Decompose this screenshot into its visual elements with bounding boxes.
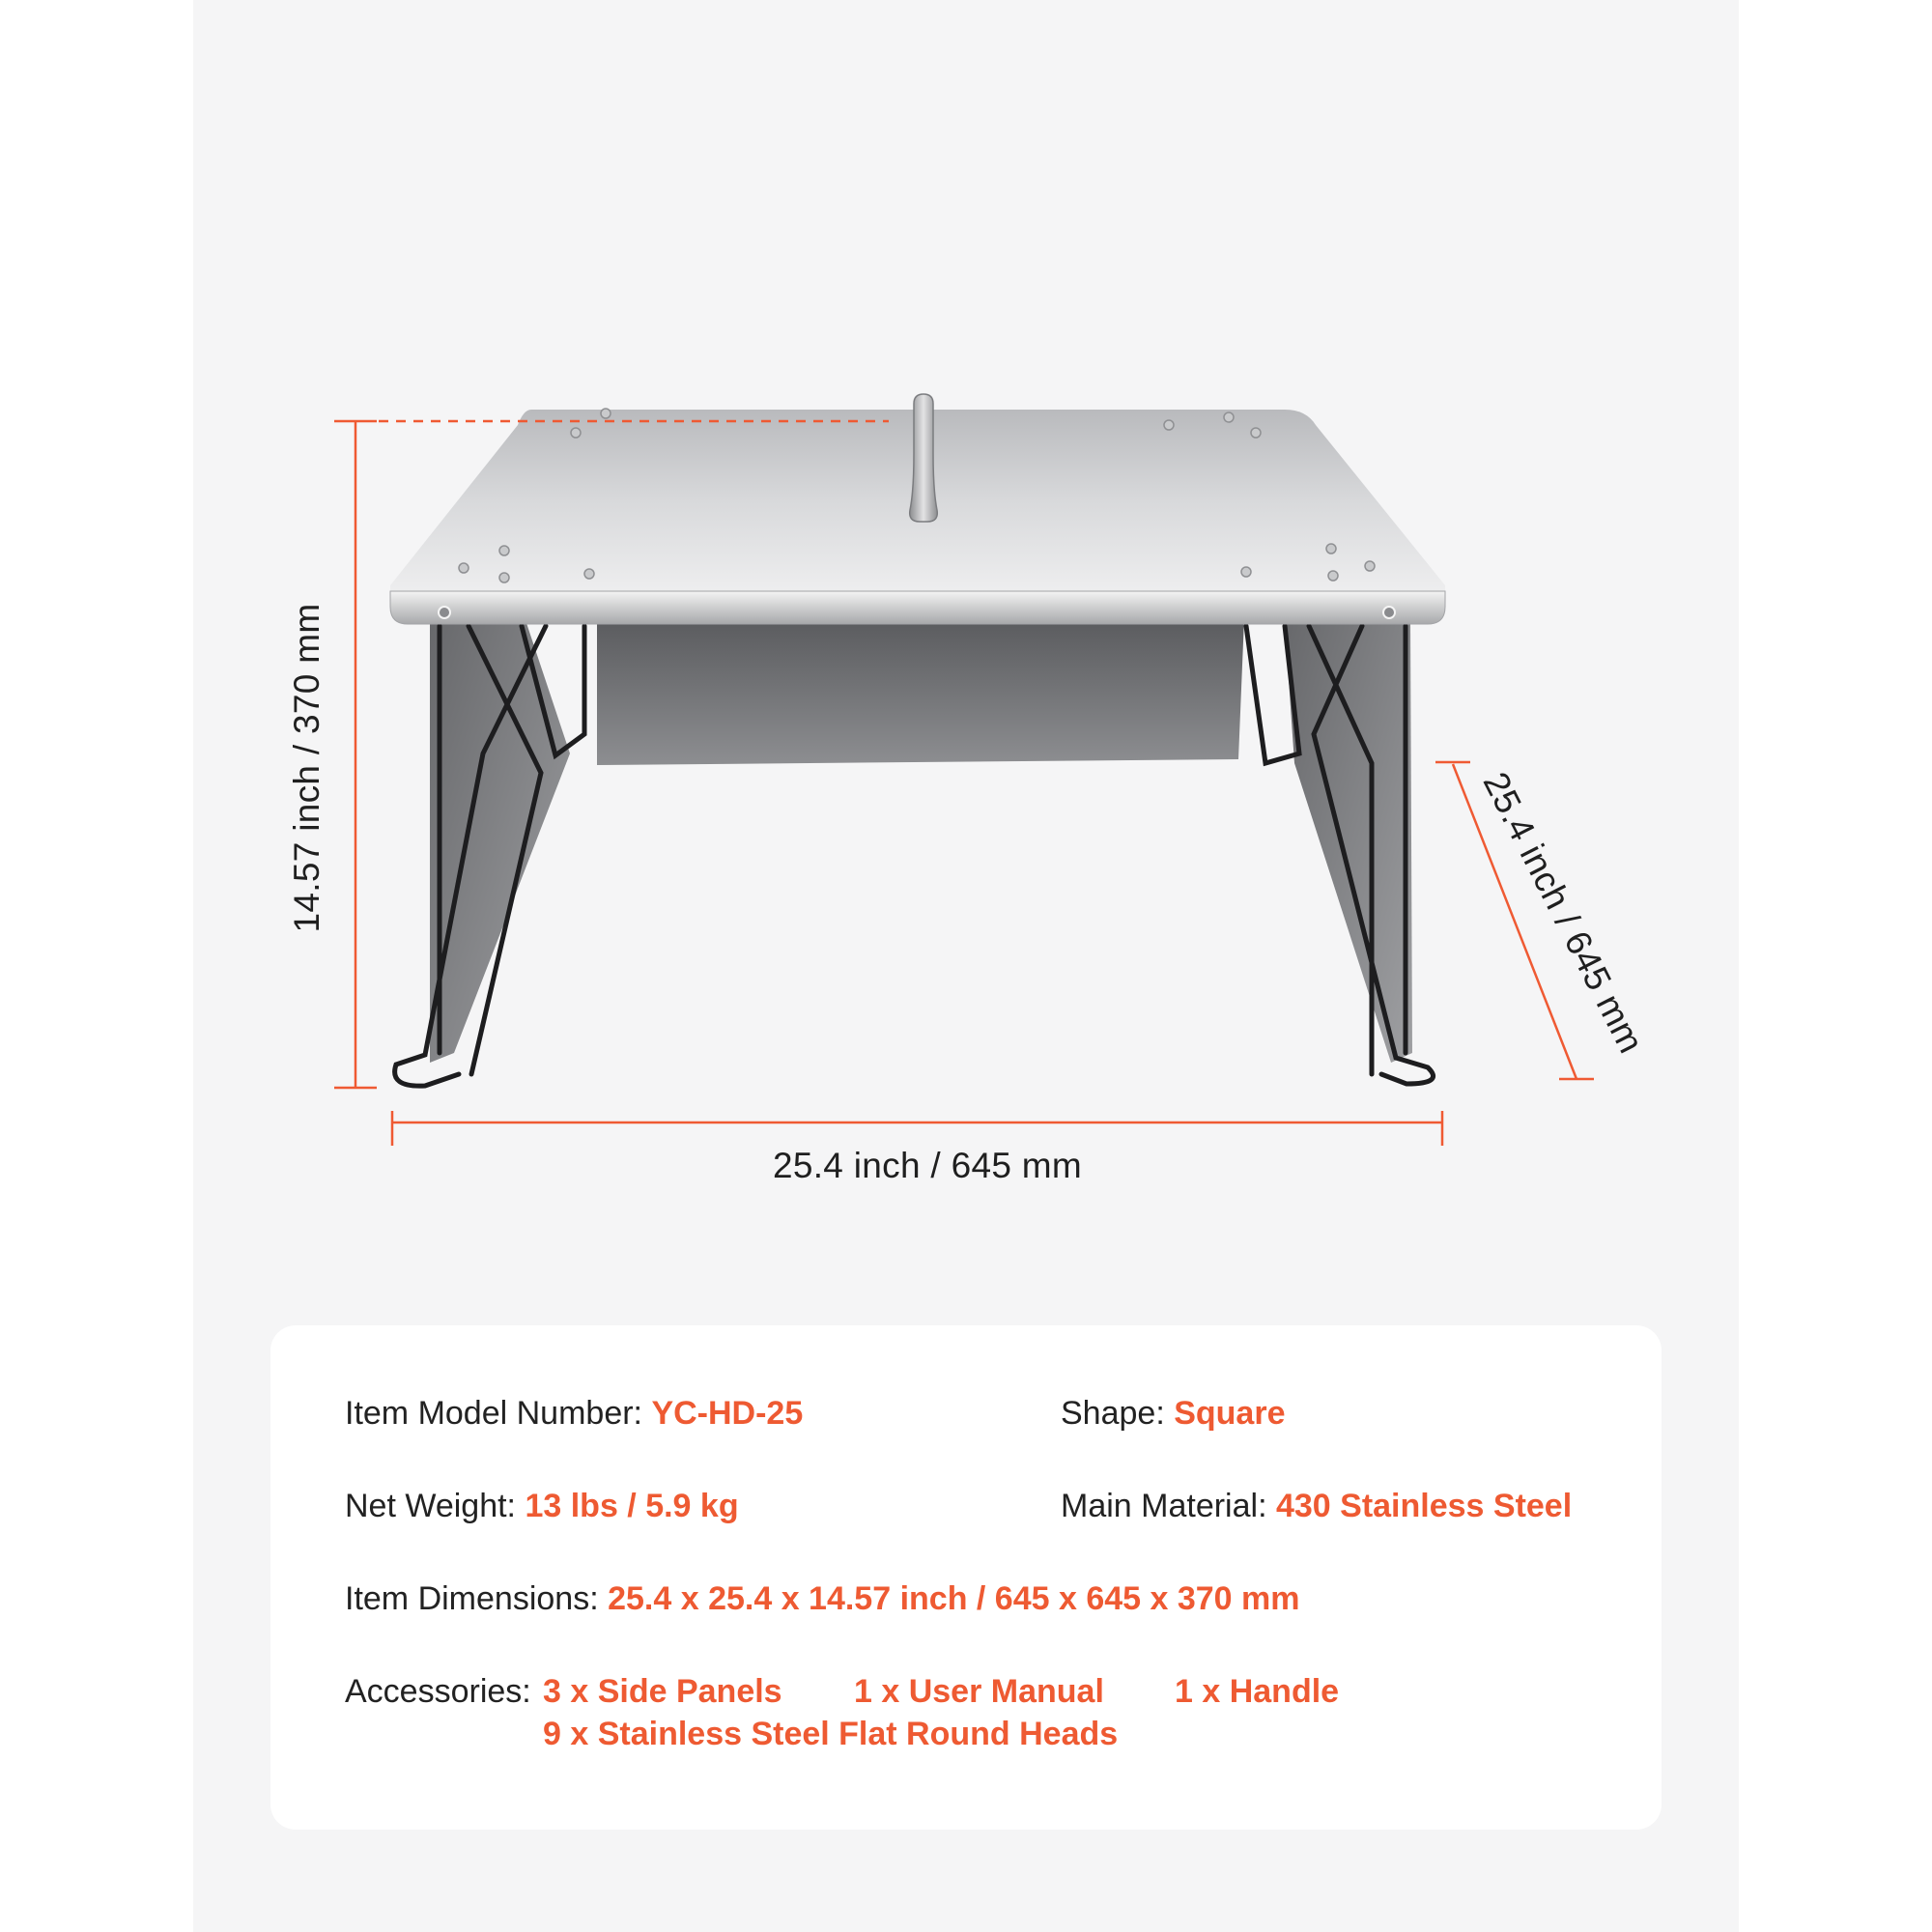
depth-dimension-label: 25.4 inch / 645 mm: [1475, 765, 1652, 1060]
spec-material-label: Main Material:: [1061, 1488, 1267, 1524]
accessory-item: 9 x Stainless Steel Flat Round Heads: [543, 1716, 1119, 1752]
spec-shape-value: Square: [1174, 1395, 1286, 1432]
table-front-edge: [390, 591, 1445, 624]
spec-model-value: YC-HD-25: [651, 1395, 804, 1432]
handle: [910, 394, 938, 522]
height-dimension-label: 14.57 inch / 370 mm: [287, 603, 327, 933]
spec-model: [345, 1395, 803, 1433]
spec-material-value: 430 Stainless Steel: [1275, 1488, 1573, 1524]
spec-weight-label: Net Weight:: [345, 1488, 517, 1524]
spec-model-label: Item Model Number:: [345, 1395, 642, 1432]
right-side-panel: [1285, 623, 1412, 1063]
accessory-item: 1 x Handle: [1175, 1673, 1340, 1710]
spec-material: [1061, 1488, 1572, 1525]
back-panel: [597, 618, 1244, 765]
spec-weight-value: 13 lbs / 5.9 kg: [525, 1488, 739, 1524]
width-dimension-label: 25.4 inch / 645 mm: [772, 1146, 1083, 1185]
accessory-item: 1 x User Manual: [854, 1673, 1104, 1710]
spec-accessories-label: Accessories:: [345, 1673, 531, 1710]
specifications-card: [270, 1325, 1662, 1830]
spec-dimensions: [345, 1580, 1300, 1618]
spec-weight: [345, 1488, 739, 1525]
accessory-item: 3 x Side Panels: [543, 1673, 782, 1710]
spec-shape-label: Shape:: [1061, 1395, 1165, 1432]
spec-dimensions-label: Item Dimensions:: [345, 1580, 599, 1617]
spec-dimensions-value: 25.4 x 25.4 x 14.57 inch / 645 x 645 x 370 mm: [608, 1580, 1300, 1617]
spec-shape: [1061, 1395, 1285, 1433]
width-dimension-line: [392, 1111, 1442, 1146]
